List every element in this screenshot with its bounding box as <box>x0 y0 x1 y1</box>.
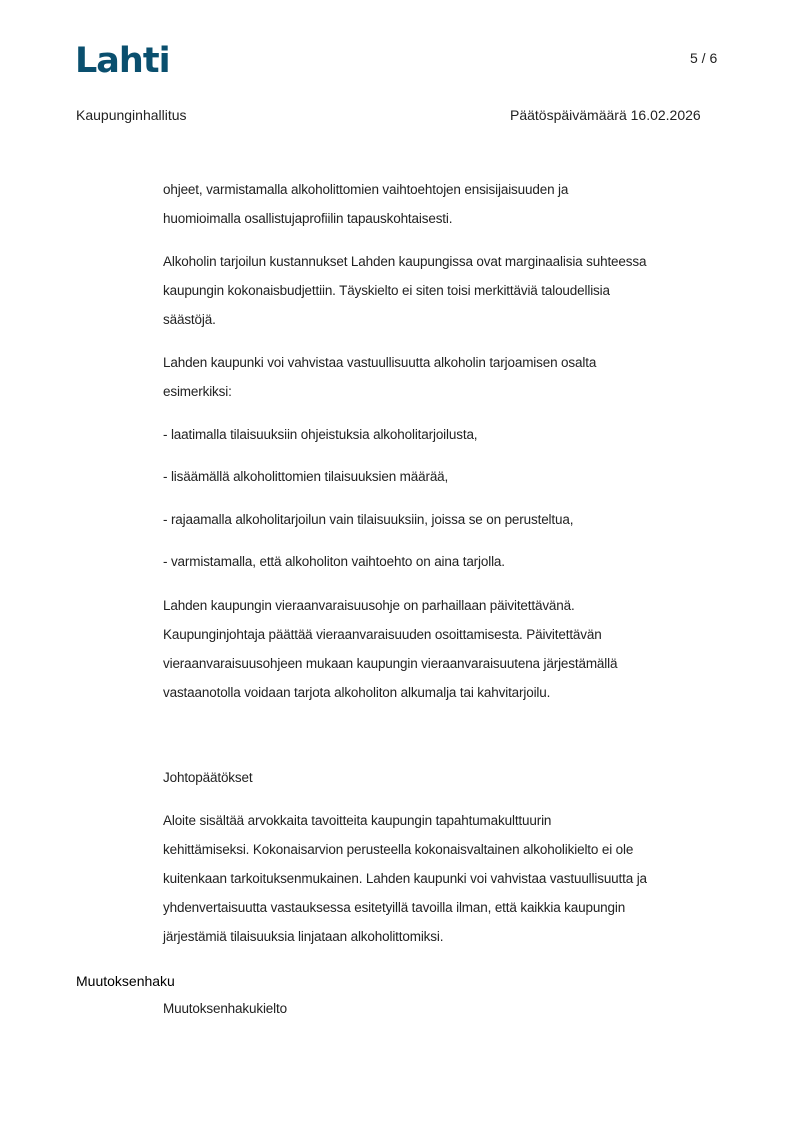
text-line: kehittämiseksi. Kokonaisarvion perusteella kokonaisvaltainen alkoholikielto ei ole <box>163 842 634 857</box>
text-line: huomioimalla osallistujaprofiilin tapauskohtaisesti. <box>163 211 453 226</box>
text-line: kaupungin kokonaisbudjettiin. Täyskielto ei siten toisi merkittäviä taloudellisia <box>163 283 610 298</box>
list-item: - rajaamalla alkoholitarjoilun vain tilaisuuksiin, joissa se on perusteltua, <box>163 512 574 527</box>
paragraph-responsibility <box>163 348 723 406</box>
text-line: kuitenkaan tarkoituksenmukainen. Lahden kaupunki voi vahvistaa vastuullisuutta ja <box>163 871 647 886</box>
text-line: ohjeet, varmistamalla alkoholittomien vaihtoehtojen ensisijaisuuden ja <box>163 182 569 197</box>
paragraph-hospitality <box>163 591 723 707</box>
decision-date: Päätöspäivämäärä 16.02.2026 <box>510 107 701 123</box>
list-item: - lisäämällä alkoholittomien tilaisuuksien määrää, <box>163 469 449 484</box>
conclusions-heading: Johtopäätökset <box>163 770 253 785</box>
appeal-heading: Muutoksenhaku <box>76 973 175 989</box>
lahti-logo: Lahti <box>75 41 170 81</box>
text-line: säästöjä. <box>163 312 216 327</box>
text-line: Lahden kaupungin vieraanvaraisuusohje on parhaillaan päivitettävänä. <box>163 598 575 613</box>
text-line: Kaupunginjohtaja päättää vieraanvaraisuuden osoittamisesta. Päivitettävän <box>163 627 602 642</box>
paragraph-conclusions <box>163 806 723 951</box>
text-line: järjestämiä tilaisuuksia linjataan alkoholittomiksi. <box>163 929 444 944</box>
text-line: esimerkiksi: <box>163 384 232 399</box>
text-line: Alkoholin tarjoilun kustannukset Lahden kaupungissa ovat marginaalisia suhteessa <box>163 254 647 269</box>
paragraph-costs <box>163 247 723 334</box>
text-line: yhdenvertaisuutta vastauksessa esitetyillä tavoilla ilman, että kaikkia kaupungin <box>163 900 626 915</box>
text-line: Lahden kaupunki voi vahvistaa vastuullisuutta alkoholin tarjoamisen osalta <box>163 355 597 370</box>
text-line: vastaanotolla voidaan tarjota alkoholiton alkumalja tai kahvitarjoilu. <box>163 685 551 700</box>
paragraph-guidelines <box>163 175 723 233</box>
page-number: 5 / 6 <box>690 50 718 66</box>
text-line: Aloite sisältää arvokkaita tavoitteita kaupungin tapahtumakulttuurin <box>163 813 552 828</box>
appeal-text: Muutoksenhakukielto <box>163 1001 287 1016</box>
organization-name: Kaupunginhallitus <box>76 107 187 123</box>
list-item: - varmistamalla, että alkoholiton vaihtoehto on aina tarjolla. <box>163 554 505 569</box>
list-item: - laatimalla tilaisuuksiin ohjeistuksia alkoholitarjoilusta, <box>163 427 478 442</box>
text-line: vieraanvaraisuusohjeen mukaan kaupungin vieraanvaraisuutena järjestämällä <box>163 656 618 671</box>
